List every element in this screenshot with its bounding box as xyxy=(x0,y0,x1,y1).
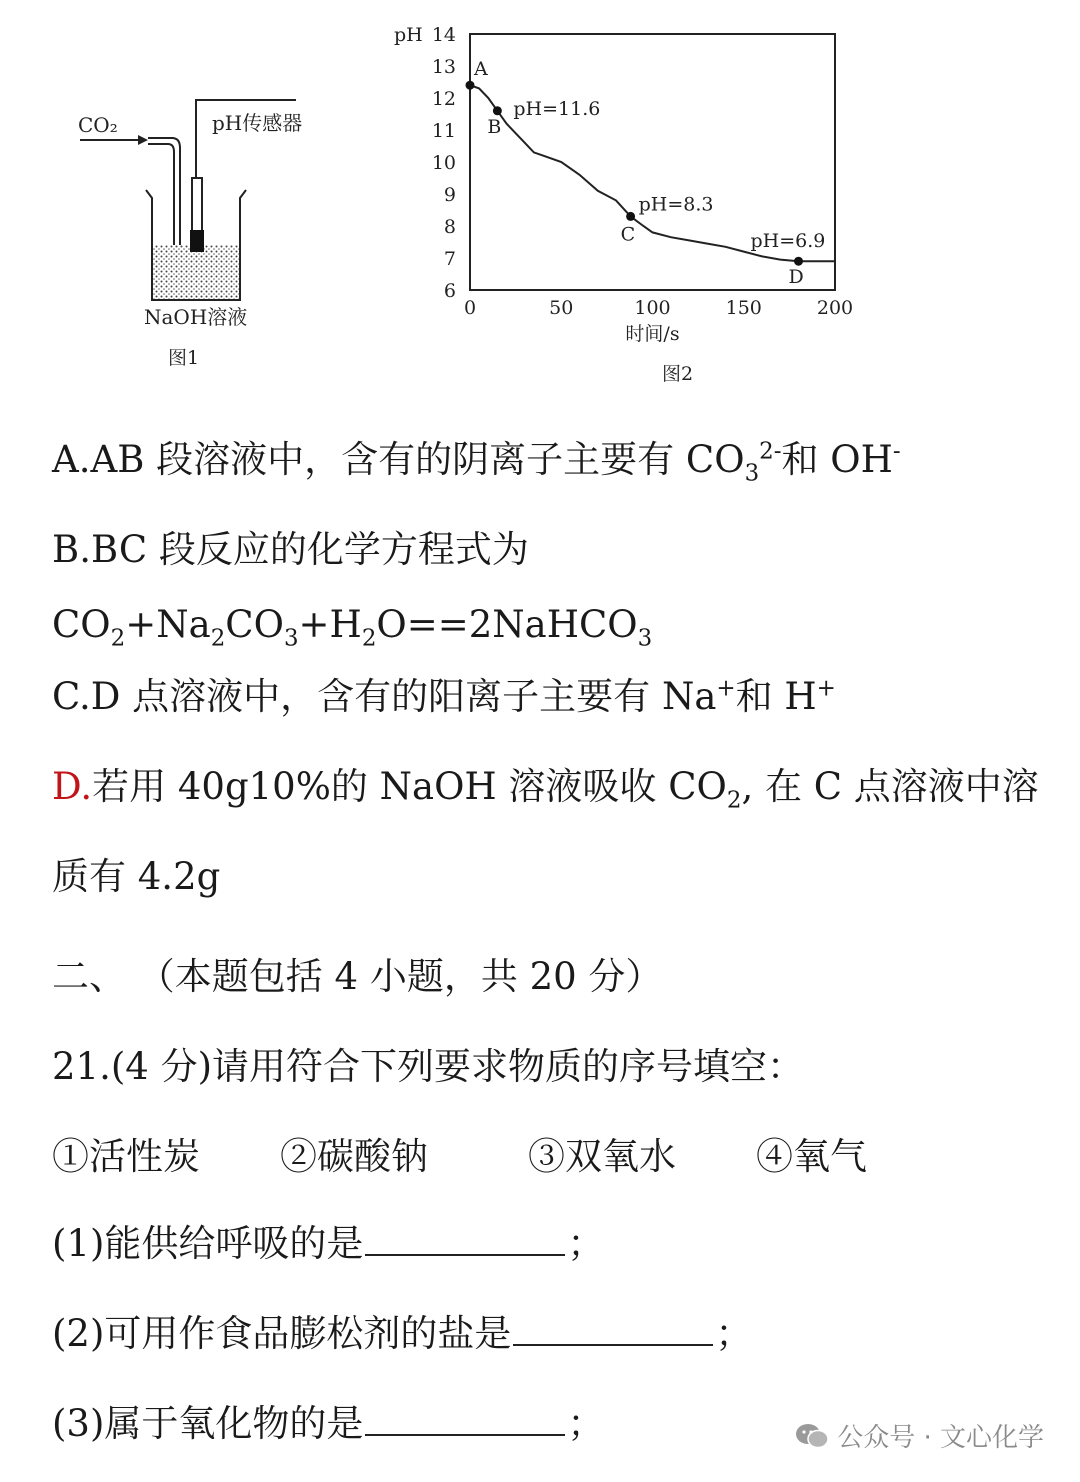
co2-arrowhead xyxy=(138,135,148,145)
x-tick-label: 0 xyxy=(463,297,477,319)
option-d: D.若用 40g10%的 NaOH 溶液吸收 $CO_2$, 在 C 点溶液中溶 xyxy=(52,765,1039,814)
naoh-solution xyxy=(152,245,240,300)
y-tick-label: 13 xyxy=(431,56,456,78)
x-axis-label: 时间/s xyxy=(625,323,680,345)
y-axis-label: pH xyxy=(394,24,423,46)
point-d-marker xyxy=(794,257,803,266)
answer-blank-3[interactable] xyxy=(365,1404,565,1436)
answer-letter-d: D. xyxy=(52,765,93,808)
point-a-name: A xyxy=(474,58,488,81)
choice-3: ③双氧水 xyxy=(528,1135,676,1178)
option-b: B.BC 段反应的化学方程式为 xyxy=(52,528,529,571)
point-c-ph-label: pH=8.3 xyxy=(638,193,714,216)
watermark-text: 公众号 · 文心化学 xyxy=(837,1423,1044,1453)
figure-1-caption: 图1 xyxy=(168,347,200,369)
point-b-marker xyxy=(493,106,502,115)
point-d-ph-label: pH=6.9 xyxy=(750,230,826,253)
question-21-part-3: (3)属于氧化物的是 ； xyxy=(52,1402,605,1445)
ph-probe xyxy=(192,178,202,233)
option-c: C.D 点溶液中，含有的阳离子主要有 Na+和 H+ xyxy=(52,675,836,718)
choice-1: ①活性炭 xyxy=(52,1135,200,1178)
x-tick-label: 150 xyxy=(725,297,762,319)
option-d-continued: 质有 4.2g xyxy=(52,855,221,898)
option-b-equation: $CO_2+Na_2CO_3+H_2O==2NaHCO_3$ xyxy=(52,603,653,652)
y-tick-label: 14 xyxy=(431,24,456,46)
figure-2-caption: 图2 xyxy=(662,363,694,385)
question-21-part-2: (2)可用作食品膨松剂的盐是 ； xyxy=(52,1312,753,1355)
watermark xyxy=(795,1417,1044,1454)
question-21-part-1: (1)能供给呼吸的是 ； xyxy=(52,1222,605,1265)
co2-label: CO₂ xyxy=(78,113,118,137)
figure-2-ph-chart xyxy=(380,20,860,400)
question-21-stem: 21.(4 分)请用符合下列要求物质的序号填空： xyxy=(52,1045,805,1088)
y-tick-label: 6 xyxy=(443,280,456,302)
point-d-name: D xyxy=(788,266,804,289)
y-tick-label: 9 xyxy=(443,184,456,206)
ph-probe-tip xyxy=(190,230,204,252)
choice-4: ④氧气 xyxy=(756,1135,867,1178)
point-a-marker xyxy=(466,81,475,90)
option-a: A.AB 段溶液中，含有的阴离子主要有 $CO_3^{2-}$和 OH- xyxy=(52,438,901,487)
section-heading: 二、 （本题包括 4 小题，共 20 分） xyxy=(52,955,663,998)
figure-1-apparatus xyxy=(60,90,350,380)
y-tick-label: 8 xyxy=(443,216,456,238)
y-tick-label: 7 xyxy=(443,248,456,270)
naoh-solution-label: NaOH溶液 xyxy=(144,305,248,329)
wechat-icon xyxy=(795,1423,829,1449)
ph-sensor-label: pH传感器 xyxy=(212,111,303,135)
choice-2: ②碳酸钠 xyxy=(280,1135,428,1178)
x-tick-label: 100 xyxy=(634,297,671,319)
point-c-name: C xyxy=(620,223,636,246)
y-tick-label: 12 xyxy=(431,88,456,110)
answer-blank-2[interactable] xyxy=(513,1314,713,1346)
x-tick-label: 50 xyxy=(549,297,574,319)
answer-blank-1[interactable] xyxy=(365,1224,565,1256)
point-b-name: B xyxy=(487,115,502,138)
question-21-choices xyxy=(52,1135,867,1179)
point-b-ph-label: pH=11.6 xyxy=(513,97,601,120)
y-tick-label: 11 xyxy=(431,120,456,142)
y-tick-label: 10 xyxy=(431,152,456,174)
point-c-marker xyxy=(626,212,635,221)
x-tick-label: 200 xyxy=(816,297,854,319)
